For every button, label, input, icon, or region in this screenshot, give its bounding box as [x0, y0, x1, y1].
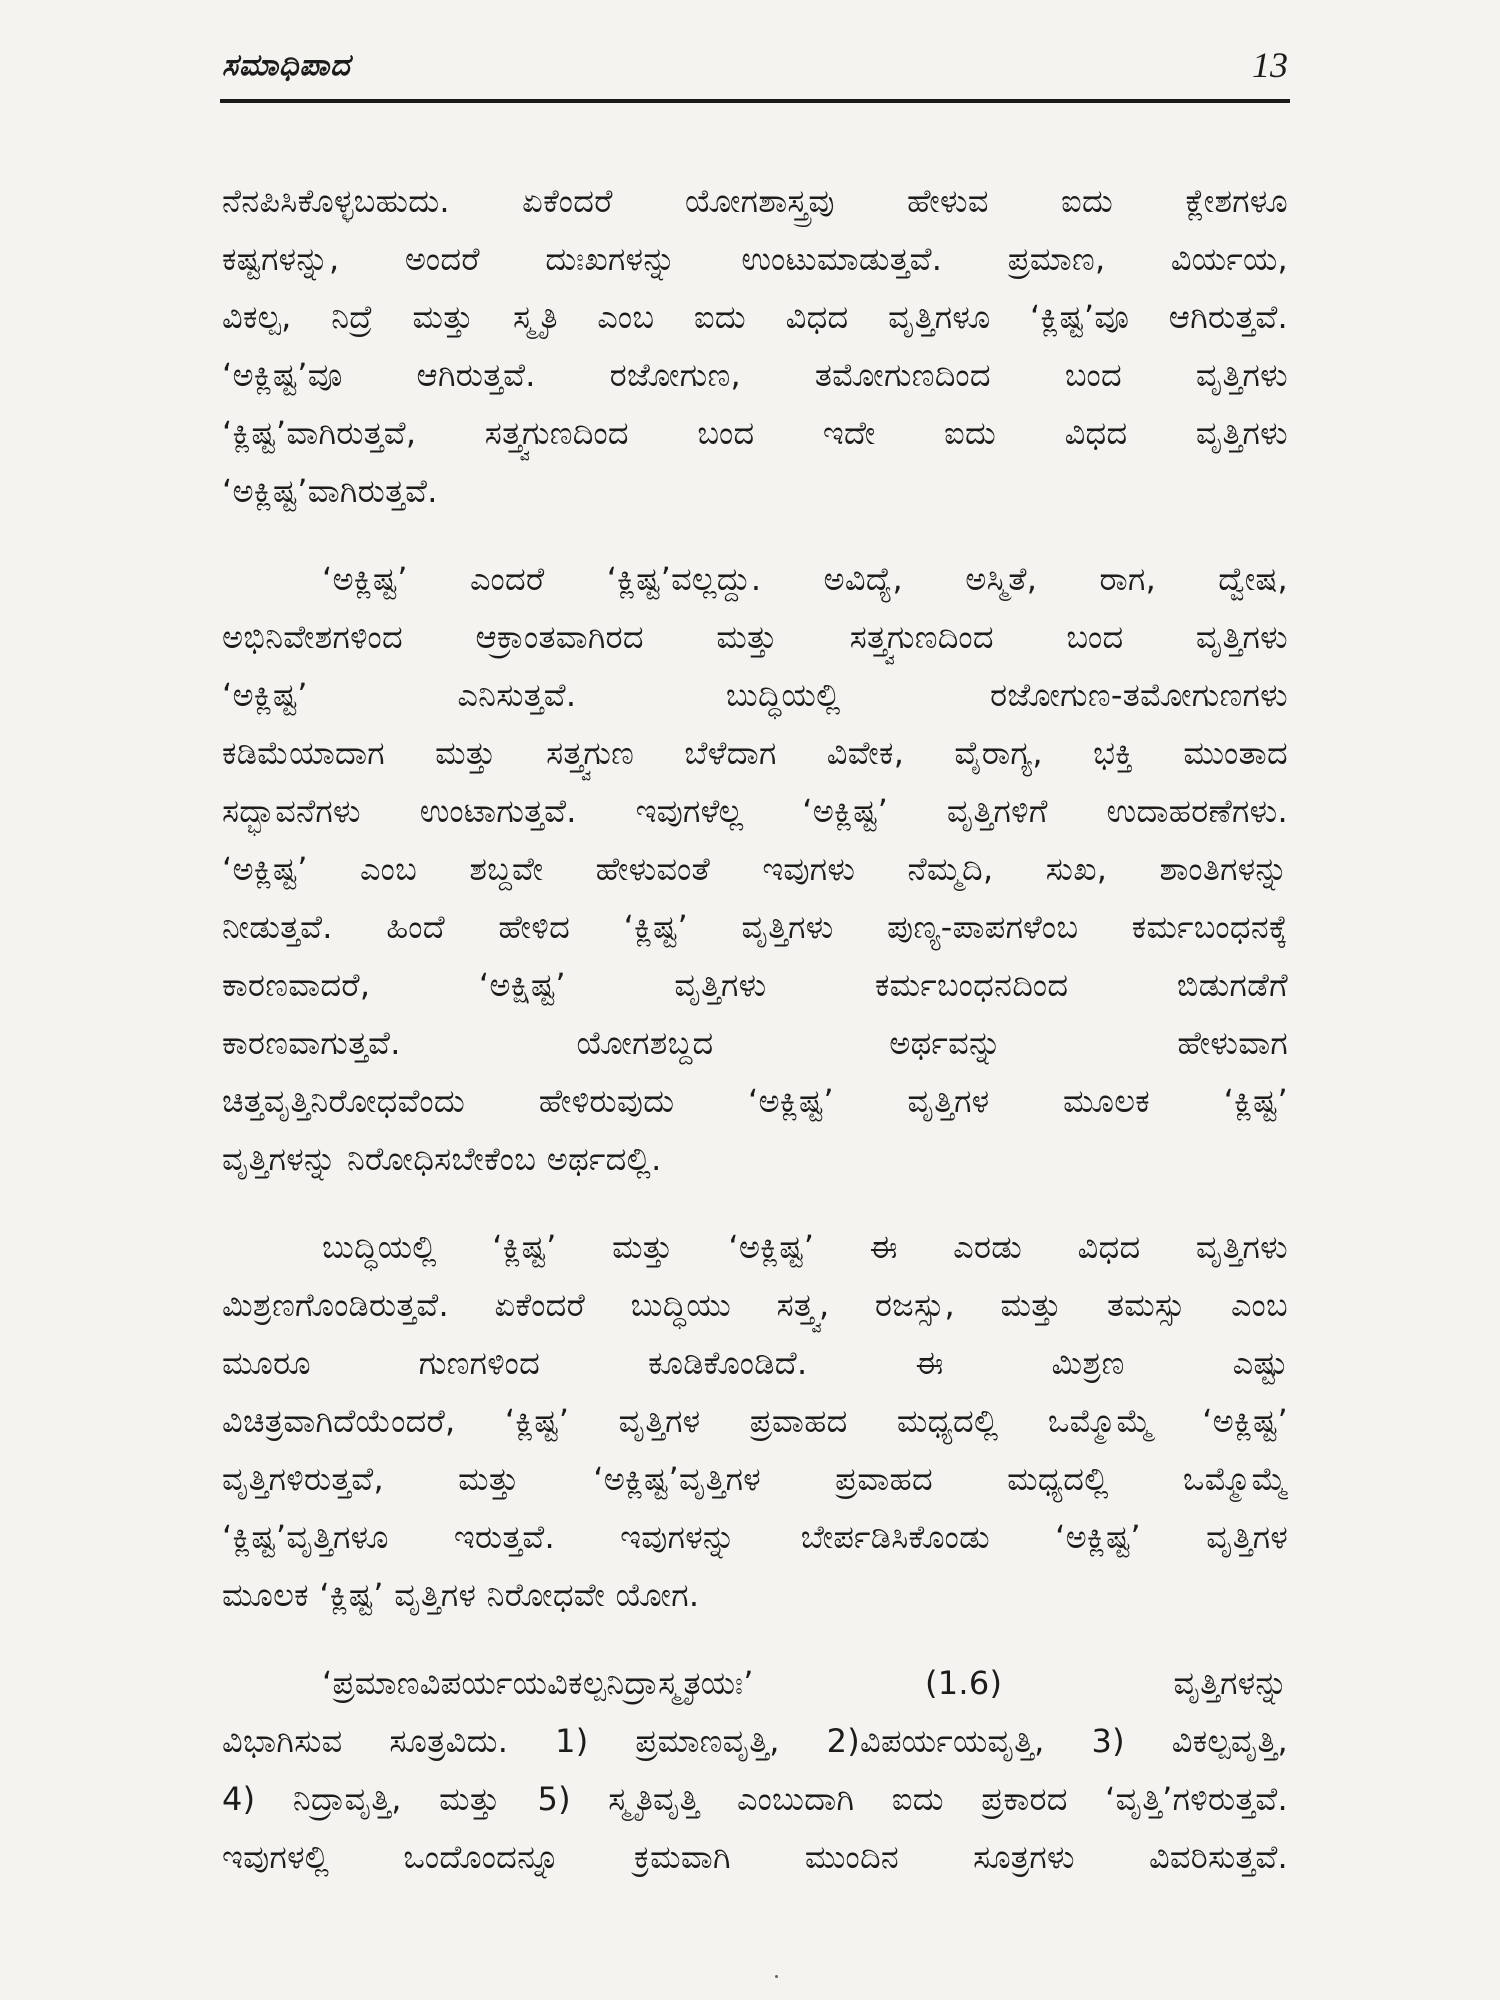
body-text: [222, 172, 1288, 1886]
paragraph-gap: [222, 1188, 1288, 1218]
text-line: 4) ನಿದ್ರಾವೃತ್ತಿ, ಮತ್ತು 5) ಸ್ಮೃತಿವೃತ್ತಿ ಎಂಬುದಾಗಿ ಐದು ಪ್ರಕಾರದ ‘ವೃತ್ತಿ’ಗಳಿರುತ್ತವೆ.: [222, 1780, 1288, 1818]
text-line: ‘ಅಕ್ಲಿಷ್ಟ’ ಎಂದರೆ ‘ಕ್ಲಿಷ್ಟ’ವಲ್ಲದ್ದು. ಅವಿದ್ಯೆ, ಅಸ್ಮಿತೆ, ರಾಗ, ದ್ವೇಷ,: [322, 560, 1288, 598]
text-line: ಕಾರಣವಾಗುತ್ತವೆ. ಯೋಗಶಬ್ದದ ಅರ್ಥವನ್ನು ಹೇಳುವಾಗ: [222, 1024, 1288, 1062]
paragraph-1: [222, 172, 1288, 520]
paragraph-gap: [222, 1624, 1288, 1654]
page-number: 13: [1252, 45, 1288, 85]
header-rule: [220, 99, 1290, 103]
text-line: ಸದ್ಭಾವನೆಗಳು ಉಂಟಾಗುತ್ತವೆ. ಇವುಗಳೆಲ್ಲ ‘ಅಕ್ಲಿಷ್ಟ’ ವೃತ್ತಿಗಳಿಗೆ ಉದಾಹರಣೆಗಳು.: [222, 792, 1288, 830]
text-line: ಕಡಿಮೆಯಾದಾಗ ಮತ್ತು ಸತ್ತ್ವಗುಣ ಬೆಳೆದಾಗ ವಿವೇಕ, ವೈರಾಗ್ಯ, ಭಕ್ತಿ ಮುಂತಾದ: [222, 734, 1288, 772]
text-line: ‘ಕ್ಲಿಷ್ಟ’ವೃತ್ತಿಗಳೂ ಇರುತ್ತವೆ. ಇವುಗಳನ್ನು ಬೇರ್ಪಡಿಸಿಕೊಂಡು ‘ಅಕ್ಲಿಷ್ಟ’ ವೃತ್ತಿಗಳ: [222, 1518, 1288, 1556]
text-line: ಇವುಗಳಲ್ಲಿ ಒಂದೊಂದನ್ನೂ ಕ್ರಮವಾಗಿ ಮುಂದಿನ ಸೂತ್ರಗಳು ವಿವರಿಸುತ್ತವೆ.: [222, 1838, 1288, 1876]
text-line: ಬುದ್ಧಿಯಲ್ಲಿ ‘ಕ್ಲಿಷ್ಟ’ ಮತ್ತು ‘ಅಕ್ಲಿಷ್ಟ’ ಈ ಎರಡು ವಿಧದ ವೃತ್ತಿಗಳು: [322, 1228, 1288, 1266]
text-line: ಕಾರಣವಾದರೆ, ‘ಅಕ್ಷಿಷ್ಟ’ ವೃತ್ತಿಗಳು ಕರ್ಮಬಂಧನದಿಂದ ಬಿಡುಗಡೆಗೆ: [222, 966, 1288, 1004]
text-line: ವಿಕಲ್ಪ, ನಿದ್ರೆ ಮತ್ತು ಸ್ಮೃತಿ ಎಂಬ ಐದು ವಿಧದ ವೃತ್ತಿಗಳೂ ‘ಕ್ಲಿಷ್ಟ’ವೂ ಆಗಿರುತ್ತವೆ.: [222, 298, 1288, 336]
paragraph-gap: [222, 520, 1288, 550]
text-line: ಅಭಿನಿವೇಶಗಳಿಂದ ಆಕ್ರಾಂತವಾಗಿರದ ಮತ್ತು ಸತ್ತ್ವಗುಣದಿಂದ ಬಂದ ವೃತ್ತಿಗಳು: [222, 618, 1288, 656]
text-line: ‘ಅಕ್ಲಿಷ್ಟ’ ಎಂಬ ಶಬ್ದವೇ ಹೇಳುವಂತೆ ಇವುಗಳು ನೆಮ್ಮದಿ, ಸುಖ, ಶಾಂತಿಗಳನ್ನು: [222, 850, 1288, 888]
page-header: [222, 40, 1288, 100]
text-line: ವಿಚಿತ್ರವಾಗಿದೆಯೆಂದರೆ, ‘ಕ್ಲಿಷ್ಟ’ ವೃತ್ತಿಗಳ ಪ್ರವಾಹದ ಮಧ್ಯದಲ್ಲಿ ಒಮ್ಮೊಮ್ಮೆ ‘ಅಕ್ಲಿಷ್ಟ’: [222, 1402, 1288, 1440]
text-line: ‘ಅಕ್ಲಿಷ್ಟ’ ಎನಿಸುತ್ತವೆ. ಬುದ್ಧಿಯಲ್ಲಿ ರಜೋಗುಣ-ತಮೋಗುಣಗಳು: [222, 676, 1288, 714]
text-line: ಕಷ್ಟಗಳನ್ನು, ಅಂದರೆ ದುಃಖಗಳನ್ನು ಉಂಟುಮಾಡುತ್ತವೆ. ಪ್ರಮಾಣ, ವಿರ್ಯಯ,: [222, 240, 1288, 278]
ink-speck: [775, 1975, 778, 1978]
text-line: ನೆನಪಿಸಿಕೊಳ್ಳಬಹುದು. ಏಕೆಂದರೆ ಯೋಗಶಾಸ್ತ್ರವು ಹೇಳುವ ಐದು ಕ್ಲೇಶಗಳೂ: [222, 182, 1288, 220]
text-line: ನೀಡುತ್ತವೆ. ಹಿಂದೆ ಹೇಳಿದ ‘ಕ್ಲಿಷ್ಟ’ ವೃತ್ತಿಗಳು ಪುಣ್ಯ-ಪಾಪಗಳೆಂಬ ಕರ್ಮಬಂಧನಕ್ಕೆ: [222, 908, 1288, 946]
text-line: ‘ಅಕ್ಲಿಷ್ಟ’ವೂ ಆಗಿರುತ್ತವೆ. ರಜೋಗುಣ, ತಮೋಗುಣದಿಂದ ಬಂದ ವೃತ್ತಿಗಳು: [222, 356, 1288, 394]
running-head: ಸಮಾಧಿಪಾದ: [222, 48, 351, 83]
text-line: ‘ಅಕ್ಲಿಷ್ಟ’ವಾಗಿರುತ್ತವೆ.: [222, 472, 438, 510]
text-line: ‘ಪ್ರಮಾಣವಿಪರ್ಯಯವಿಕಲ್ಪನಿದ್ರಾಸ್ಮೃತಯಃ’ (1.6) ವೃತ್ತಿಗಳನ್ನು: [322, 1664, 1288, 1702]
text-line: ಚಿತ್ತವೃತ್ತಿನಿರೋಧವೆಂದು ಹೇಳಿರುವುದು ‘ಅಕ್ಲಿಷ್ಟ’ ವೃತ್ತಿಗಳ ಮೂಲಕ ‘ಕ್ಲಿಷ್ಟ’: [222, 1082, 1288, 1120]
text-line: ‘ಕ್ಲಿಷ್ಟ’ವಾಗಿರುತ್ತವೆ, ಸತ್ತ್ವಗುಣದಿಂದ ಬಂದ ಇದೇ ಐದು ವಿಧದ ವೃತ್ತಿಗಳು: [222, 414, 1288, 452]
paragraph-2: [222, 550, 1288, 1188]
text-line: ವೃತ್ತಿಗಳಿರುತ್ತವೆ, ಮತ್ತು ‘ಅಕ್ಲಿಷ್ಟ’ವೃತ್ತಿಗಳ ಪ್ರವಾಹದ ಮಧ್ಯದಲ್ಲಿ ಒಮ್ಮೊಮ್ಮೆ: [222, 1460, 1288, 1498]
text-line: ಮೂರೂ ಗುಣಗಳಿಂದ ಕೂಡಿಕೊಂಡಿದೆ. ಈ ಮಿಶ್ರಣ ಎಷ್ಟು: [222, 1344, 1288, 1382]
text-line: ಮೂಲಕ ‘ಕ್ಲಿಷ್ಟ’ ವೃತ್ತಿಗಳ ನಿರೋಧವೇ ಯೋಗ.: [222, 1576, 700, 1614]
paragraph-4: [222, 1654, 1288, 1886]
text-line: ವೃತ್ತಿಗಳನ್ನು ನಿರೋಧಿಸಬೇಕೆಂಬ ಅರ್ಥದಲ್ಲಿ.: [222, 1140, 662, 1178]
text-line: ಮಿಶ್ರಣಗೊಂಡಿರುತ್ತವೆ. ಏಕೆಂದರೆ ಬುದ್ಧಿಯು ಸತ್ತ್ವ, ರಜಸ್ಸು, ಮತ್ತು ತಮಸ್ಸು ಎಂಬ: [222, 1286, 1288, 1324]
paragraph-3: [222, 1218, 1288, 1624]
text-line: ವಿಭಾಗಿಸುವ ಸೂತ್ರವಿದು. 1) ಪ್ರಮಾಣವೃತ್ತಿ, 2)ವಿಪರ್ಯಯವೃತ್ತಿ, 3) ವಿಕಲ್ಪವೃತ್ತಿ,: [222, 1722, 1288, 1760]
